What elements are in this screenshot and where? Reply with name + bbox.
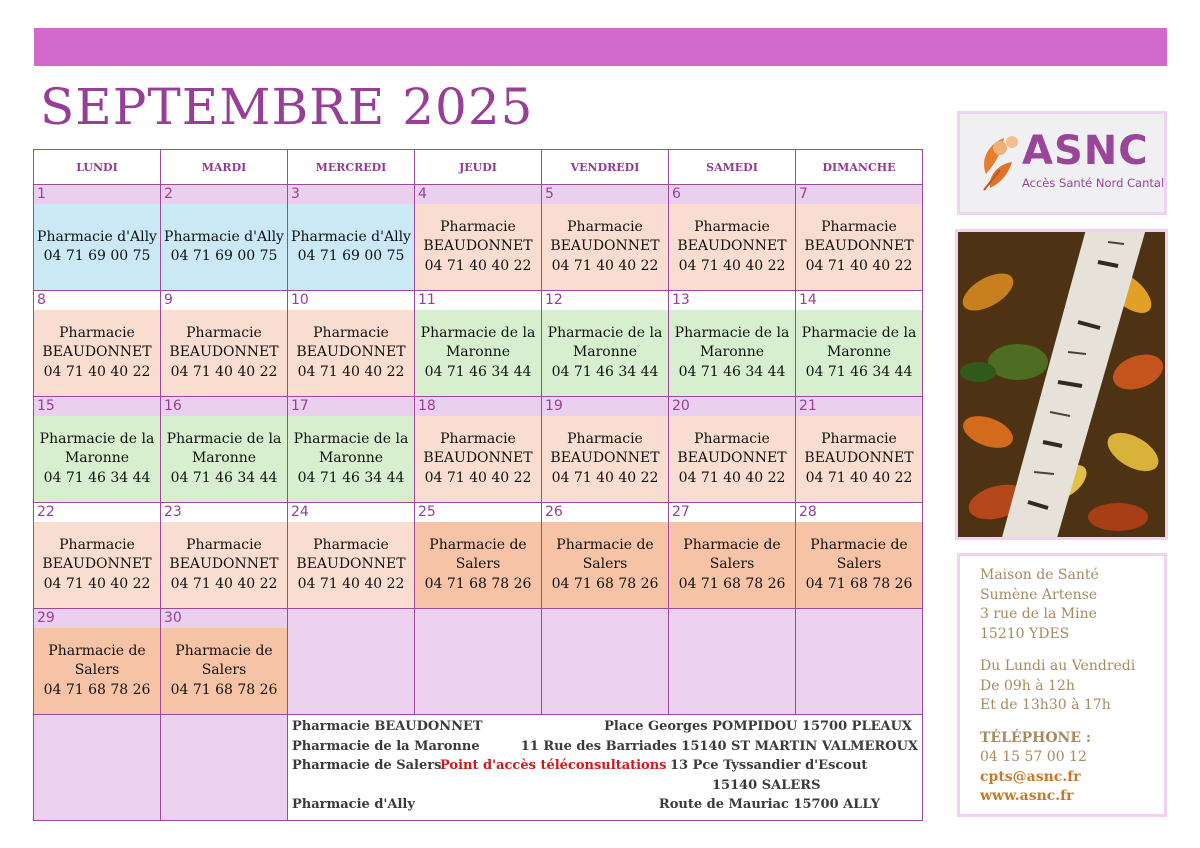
day-cell-27 xyxy=(669,503,796,609)
pharmacy-name-line: Pharmacie xyxy=(821,218,897,235)
day-number: 29 xyxy=(34,609,160,628)
pharmacy-name-line: Pharmacie d'Ally xyxy=(37,228,157,245)
pharmacy-phone: 04 71 69 00 75 xyxy=(297,248,405,264)
pharmacy-phone: 04 71 68 78 26 xyxy=(805,575,913,592)
empty-cell xyxy=(669,609,796,715)
day-cell-24 xyxy=(288,503,415,609)
pharmacy-name-line: Pharmacie de xyxy=(48,642,146,659)
day-cell-8 xyxy=(34,291,161,397)
pharmacy-on-duty xyxy=(34,522,160,608)
empty-cell xyxy=(288,609,415,715)
phone-label: TÉLÉPHONE : xyxy=(980,729,1092,746)
day-cell-1 xyxy=(34,185,161,291)
opening-afternoon: Et de 13h30 à 17h xyxy=(980,697,1111,713)
asnc-logo xyxy=(957,111,1167,215)
contact-info xyxy=(957,553,1167,817)
day-number: 15 xyxy=(34,397,160,416)
pharmacy-name-line: BEAUDONNET xyxy=(550,450,660,467)
pharmacy-on-duty xyxy=(34,416,160,502)
pharmacy-on-duty xyxy=(542,522,668,608)
pharmacy-phone: 04 71 40 40 22 xyxy=(43,363,151,380)
calendar-table xyxy=(33,149,923,821)
pharmacy-phone: 04 71 40 40 22 xyxy=(678,257,786,274)
pharmacy-phone: 04 71 46 34 44 xyxy=(297,469,405,486)
pharmacy-on-duty xyxy=(415,310,541,396)
pharmacy-phone: 04 71 46 34 44 xyxy=(424,363,532,380)
pharmacy-phone: 04 71 40 40 22 xyxy=(805,469,913,486)
pharmacy-on-duty xyxy=(669,522,795,608)
logo-name: ASNC xyxy=(1022,128,1149,174)
pharmacy-name-line: Salers xyxy=(582,556,628,573)
pharmacy-phone: 04 71 68 78 26 xyxy=(551,575,659,592)
pharmacy-name-line: Maronne xyxy=(318,450,384,467)
pharmacy-name-line: Maronne xyxy=(699,344,765,361)
pharmacy-on-duty xyxy=(669,310,795,396)
empty-cell xyxy=(34,715,161,821)
pharmacy-on-duty xyxy=(161,522,287,608)
pharmacy-name-line: Salers xyxy=(709,556,755,573)
pharmacy-name-line: Salers xyxy=(455,556,501,573)
pharmacy-phone: 04 71 40 40 22 xyxy=(170,575,278,592)
pharmacy-on-duty xyxy=(542,310,668,396)
pharmacy-name-line: Pharmacie de xyxy=(429,536,527,553)
opening-days: Du Lundi au Vendredi xyxy=(980,658,1136,674)
day-cell-7 xyxy=(796,185,923,291)
pharmacy-on-duty xyxy=(415,416,541,502)
day-number: 7 xyxy=(796,185,922,204)
day-cell-19 xyxy=(542,397,669,503)
teleconsultation-note: Point d'accès téléconsultations xyxy=(440,758,667,773)
pharmacy-on-duty xyxy=(288,522,414,608)
pharmacy-on-duty xyxy=(542,416,668,502)
day-cell-15 xyxy=(34,397,161,503)
pharmacy-name-line: Pharmacie xyxy=(313,324,389,341)
pharmacy-name-line: Pharmacie xyxy=(821,430,897,447)
pharmacy-name-line: BEAUDONNET xyxy=(677,450,787,467)
pharmacy-on-duty xyxy=(415,522,541,608)
day-cell-16 xyxy=(161,397,288,503)
pharmacy-phone: 04 71 40 40 22 xyxy=(805,257,913,274)
pharmacy-on-duty xyxy=(288,204,414,290)
legend-maronne-name: Pharmacie de la Maronne xyxy=(292,738,480,754)
pharmacy-on-duty xyxy=(161,310,287,396)
day-number: 25 xyxy=(415,503,541,522)
day-cell-4 xyxy=(415,185,542,291)
pharmacy-name-line: Pharmacie de la xyxy=(674,324,790,341)
pharmacy-name-line: Pharmacie de la xyxy=(39,430,155,447)
pharmacy-name-line: BEAUDONNET xyxy=(169,344,279,361)
pharmacy-name-line: Pharmacie xyxy=(440,218,516,235)
calendar-week-row xyxy=(34,185,923,291)
pharmacy-name-line: Pharmacie de la xyxy=(166,430,282,447)
pharmacy-name-line: BEAUDONNET xyxy=(423,450,533,467)
pharmacy-name-line: Maronne xyxy=(572,344,638,361)
day-number: 30 xyxy=(161,609,287,628)
pharmacy-name-line: Pharmacie d'Ally xyxy=(291,228,411,245)
day-number: 26 xyxy=(542,503,668,522)
pharmacy-name-line: Salers xyxy=(74,662,120,679)
day-cell-23 xyxy=(161,503,288,609)
day-cell-6 xyxy=(669,185,796,291)
pharmacy-name-line: Pharmacie de xyxy=(175,642,273,659)
pharmacy-phone: 04 71 40 40 22 xyxy=(424,257,532,274)
pharmacy-name-line: BEAUDONNET xyxy=(296,344,406,361)
pharmacy-name-line: Pharmacie xyxy=(186,324,262,341)
day-number: 4 xyxy=(415,185,541,204)
pharmacy-on-duty xyxy=(796,522,922,608)
day-cell-3 xyxy=(288,185,415,291)
pharmacy-on-duty xyxy=(288,416,414,502)
day-number: 22 xyxy=(34,503,160,522)
website-link[interactable]: www.asnc.fr xyxy=(980,788,1074,804)
autumn-leaves-image xyxy=(958,232,1165,537)
weekday-header: LUNDI xyxy=(34,150,161,185)
pharmacy-on-duty xyxy=(415,204,541,290)
day-cell-21 xyxy=(796,397,923,503)
day-cell-29 xyxy=(34,609,161,715)
pharmacy-on-duty xyxy=(542,204,668,290)
day-number: 13 xyxy=(669,291,795,310)
pharmacy-on-duty xyxy=(796,416,922,502)
pharmacy-phone: 04 71 46 34 44 xyxy=(678,363,786,380)
pharmacy-name-line: BEAUDONNET xyxy=(169,556,279,573)
day-cell-5 xyxy=(542,185,669,291)
leaf-logo-icon xyxy=(978,130,1024,192)
day-number: 14 xyxy=(796,291,922,310)
pharmacy-name-line: BEAUDONNET xyxy=(550,238,660,255)
pharmacy-name-line: Maronne xyxy=(191,450,257,467)
day-cell-30 xyxy=(161,609,288,715)
weekday-header: MERCREDI xyxy=(288,150,415,185)
weekday-header: MARDI xyxy=(161,150,288,185)
legend-salers-city: 15140 SALERS xyxy=(712,777,821,793)
pharmacy-name-line: Maronne xyxy=(445,344,511,361)
legend-beaudonnet-name: Pharmacie BEAUDONNET xyxy=(292,719,483,734)
pharmacy-name-line: Pharmacie de xyxy=(556,536,654,553)
logo-subtitle: Accès Santé Nord Cantal xyxy=(1022,176,1165,190)
day-number: 12 xyxy=(542,291,668,310)
day-number: 20 xyxy=(669,397,795,416)
pharmacy-name-line: Pharmacie xyxy=(313,536,389,553)
pharmacy-phone: 04 71 40 40 22 xyxy=(43,575,151,592)
calendar-week-row xyxy=(34,503,923,609)
calendar-week-row xyxy=(34,291,923,397)
empty-cell xyxy=(542,609,669,715)
day-number: 19 xyxy=(542,397,668,416)
day-cell-22 xyxy=(34,503,161,609)
pharmacy-name-line: Maronne xyxy=(64,450,130,467)
pharmacy-name-line: Maronne xyxy=(826,344,892,361)
pharmacy-name-line: Pharmacie de la xyxy=(293,430,409,447)
pharmacy-name-line: Pharmacie de xyxy=(810,536,908,553)
pharmacy-phone: 04 71 46 34 44 xyxy=(43,469,151,486)
pharmacy-on-duty xyxy=(161,204,287,290)
pharmacy-name-line: Pharmacie xyxy=(59,324,135,341)
empty-cell xyxy=(796,609,923,715)
day-cell-17 xyxy=(288,397,415,503)
pharmacy-on-duty xyxy=(161,416,287,502)
legend-salers-address: 13 Pce Tyssandier d'Escout xyxy=(670,758,868,773)
pharmacy-phone: 04 71 69 00 75 xyxy=(43,248,151,264)
day-number: 1 xyxy=(34,185,160,204)
day-cell-10 xyxy=(288,291,415,397)
empty-cell xyxy=(161,715,288,821)
contact-city: 15210 YDES xyxy=(980,625,1070,642)
legend-row xyxy=(34,715,923,821)
day-number: 27 xyxy=(669,503,795,522)
weekday-header: VENDREDI xyxy=(542,150,669,185)
pharmacy-name-line: Salers xyxy=(836,556,882,573)
pharmacy-name-line: BEAUDONNET xyxy=(677,238,787,255)
weekday-header-row xyxy=(34,150,923,185)
pharmacy-name-line: Salers xyxy=(201,662,247,679)
pharmacy-on-duty xyxy=(669,204,795,290)
day-number: 16 xyxy=(161,397,287,416)
pharmacy-phone: 04 71 68 78 26 xyxy=(678,575,786,592)
day-number: 11 xyxy=(415,291,541,310)
day-cell-11 xyxy=(415,291,542,397)
day-number: 2 xyxy=(161,185,287,204)
pharmacy-phone: 04 71 68 78 26 xyxy=(424,575,532,592)
pharmacy-name-line: BEAUDONNET xyxy=(296,556,406,573)
legend-salers-name: Pharmacie de Salers xyxy=(292,758,442,773)
day-number: 8 xyxy=(34,291,160,310)
pharmacy-phone: 04 71 40 40 22 xyxy=(551,469,659,486)
pharmacy-phone: 04 71 40 40 22 xyxy=(297,575,405,592)
pharmacy-name-line: Pharmacie xyxy=(694,430,770,447)
day-cell-18 xyxy=(415,397,542,503)
pharmacy-legend xyxy=(288,715,923,821)
pharmacy-name-line: Pharmacie xyxy=(186,536,262,553)
day-cell-9 xyxy=(161,291,288,397)
pharmacy-phone: 04 71 40 40 22 xyxy=(424,469,532,486)
contact-org: Maison de Santé xyxy=(980,567,1099,583)
pharmacy-phone: 04 71 40 40 22 xyxy=(551,257,659,274)
pharmacy-phone: 04 71 46 34 44 xyxy=(551,363,659,380)
pharmacy-on-duty xyxy=(161,628,287,714)
pharmacy-name-line: Pharmacie xyxy=(694,218,770,235)
pharmacy-name-line: Pharmacie xyxy=(59,536,135,553)
legend-maronne-address: 11 Rue des Barriades 15140 ST MARTIN VALMEROUX xyxy=(520,738,918,754)
day-cell-26 xyxy=(542,503,669,609)
opening-morning: De 09h à 12h xyxy=(980,677,1075,694)
autumn-photo xyxy=(955,229,1168,540)
pharmacy-phone: 04 71 46 34 44 xyxy=(170,469,278,486)
email-link[interactable]: cpts@asnc.fr xyxy=(980,768,1081,785)
day-cell-20 xyxy=(669,397,796,503)
pharmacy-name-line: BEAUDONNET xyxy=(42,556,152,573)
day-cell-13 xyxy=(669,291,796,397)
page-title: SEPTEMBRE 2025 xyxy=(40,78,534,136)
pharmacy-name-line: BEAUDONNET xyxy=(804,450,914,467)
pharmacy-phone: 04 71 69 00 75 xyxy=(170,248,278,264)
day-number: 18 xyxy=(415,397,541,416)
weekday-header: JEUDI xyxy=(415,150,542,185)
phone-number: 04 15 57 00 12 xyxy=(980,749,1087,765)
pharmacy-on-duty xyxy=(34,310,160,396)
day-cell-12 xyxy=(542,291,669,397)
day-number: 9 xyxy=(161,291,287,310)
day-number: 5 xyxy=(542,185,668,204)
day-number: 28 xyxy=(796,503,922,522)
day-number: 17 xyxy=(288,397,414,416)
day-number: 10 xyxy=(288,291,414,310)
pharmacy-phone: 04 71 68 78 26 xyxy=(43,681,151,698)
contact-org-2: Sumène Artense xyxy=(980,586,1098,603)
pharmacy-phone: 04 71 68 78 26 xyxy=(170,681,278,698)
legend-ally-address: Route de Mauriac 15700 ALLY xyxy=(658,797,880,812)
pharmacy-on-duty xyxy=(34,204,160,290)
pharmacy-phone: 04 71 40 40 22 xyxy=(170,363,278,380)
pharmacy-on-duty xyxy=(796,204,922,290)
pharmacy-name-line: BEAUDONNET xyxy=(804,238,914,255)
pharmacy-on-duty xyxy=(34,628,160,714)
legend-beaudonnet-address: Place Georges POMPIDOU 15700 PLEAUX xyxy=(604,719,912,734)
day-number: 23 xyxy=(161,503,287,522)
pharmacy-on-duty xyxy=(288,310,414,396)
pharmacy-name-line: Pharmacie d'Ally xyxy=(164,228,284,245)
day-number: 3 xyxy=(288,185,414,204)
pharmacy-name-line: Pharmacie de la xyxy=(547,324,663,341)
day-cell-28 xyxy=(796,503,923,609)
pharmacy-on-duty xyxy=(796,310,922,396)
day-cell-14 xyxy=(796,291,923,397)
calendar-week-row xyxy=(34,609,923,715)
day-number: 6 xyxy=(669,185,795,204)
pharmacy-phone: 04 71 40 40 22 xyxy=(678,469,786,486)
weekday-header: DIMANCHE xyxy=(796,150,923,185)
pharmacy-on-duty xyxy=(669,416,795,502)
pharmacy-name-line: Pharmacie de la xyxy=(420,324,536,341)
pharmacy-name-line: Pharmacie xyxy=(567,430,643,447)
day-cell-2 xyxy=(161,185,288,291)
weekday-header: SAMEDI xyxy=(669,150,796,185)
empty-cell xyxy=(415,609,542,715)
day-number: 21 xyxy=(796,397,922,416)
pharmacy-name-line: BEAUDONNET xyxy=(423,238,533,255)
day-cell-25 xyxy=(415,503,542,609)
contact-street: 3 rue de la Mine xyxy=(980,606,1097,622)
calendar-week-row xyxy=(34,397,923,503)
pharmacy-name-line: Pharmacie xyxy=(440,430,516,447)
pharmacy-name-line: Pharmacie de xyxy=(683,536,781,553)
pharmacy-name-line: Pharmacie de la xyxy=(801,324,917,341)
pharmacy-phone: 04 71 40 40 22 xyxy=(297,363,405,380)
day-number: 24 xyxy=(288,503,414,522)
legend-ally-name: Pharmacie d'Ally xyxy=(292,797,415,812)
pharmacy-name-line: BEAUDONNET xyxy=(42,344,152,361)
pharmacy-name-line: Pharmacie xyxy=(567,218,643,235)
top-banner xyxy=(34,28,1167,66)
pharmacy-phone: 04 71 46 34 44 xyxy=(805,363,913,380)
